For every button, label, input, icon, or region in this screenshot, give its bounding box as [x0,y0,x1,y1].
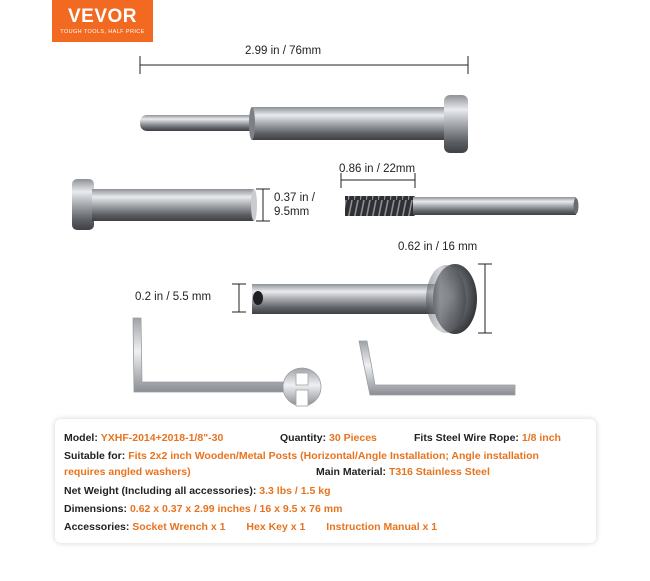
dimensions-value: 0.62 x 0.37 x 2.99 inches / 16 x 9.5 x 76 mm [129,503,343,515]
material-label: Main Material: [316,466,387,478]
accessory-hex-key: Hex Key x 1 [246,521,306,533]
suitable-value-line2: requires angled washers) [64,466,191,478]
quantity-value: 30 Pieces [329,432,377,444]
spec-row-wire-rope [414,431,561,445]
body-diameter-dimension-line [256,189,270,221]
head-diameter-dimension-line [478,264,492,333]
brand-tagline: TOUGH TOOLS, HALF PRICE [60,29,145,35]
model-value: YXHF-2014+2018-1/8"-30 [100,432,224,444]
threaded-stud-fitting [345,196,579,216]
head-diameter-label: 0.62 in / 16 mm [398,241,478,253]
round-base-fitting [252,264,477,334]
accessory-manual: Instruction Manual x 1 [326,521,438,533]
terminal-fitting-top [140,95,468,153]
suitable-label: Suitable for: [64,450,126,462]
specifications-panel [55,419,596,543]
body-diameter-label-line1: 0.37 in / [274,192,315,204]
dimensions-label: Dimensions: [64,503,128,515]
weight-label: Net Weight (Including all accessories): [64,485,257,497]
suitable-value-line1: Fits 2x2 inch Wooden/Metal Posts (Horizontal/Angle Installation; Angle installation [128,450,539,462]
spec-row-suitable [64,449,539,463]
brand-name: VEVOR [67,6,138,27]
spec-row-material [316,465,490,479]
spec-row-model [64,431,223,445]
model-label: Model: [64,432,98,444]
thread-length-label: 0.86 in / 22mm [339,163,416,175]
spec-row-weight [64,484,330,498]
wire-rope-value: 1/8 inch [521,432,561,444]
weight-value: 3.3 lbs / 1.5 kg [259,485,331,497]
material-value: T316 Stainless Steel [388,466,490,478]
body-diameter-label-line2: 9.5mm [274,206,310,218]
terminal-fitting-middle-left [72,179,257,230]
overall-length-label: 2.99 in / 76mm [245,45,322,57]
hex-key-icon [359,341,515,395]
spec-row-accessories [64,520,437,534]
spec-row-dimensions [64,502,342,516]
accessories-label: Accessories: [64,521,130,533]
wire-rope-label: Fits Steel Wire Rope: [414,432,519,444]
quantity-label: Quantity: [280,432,327,444]
spec-row-quantity [280,431,377,445]
hole-diameter-label: 0.2 in / 5.5 mm [135,291,212,303]
socket-wrench-icon [133,318,321,406]
spec-row-suitable-cont [64,465,191,479]
accessory-socket-wrench: Socket Wrench x 1 [132,521,226,533]
hole-diameter-dimension-line [232,284,246,312]
overall-length-dimension-line [140,56,468,74]
